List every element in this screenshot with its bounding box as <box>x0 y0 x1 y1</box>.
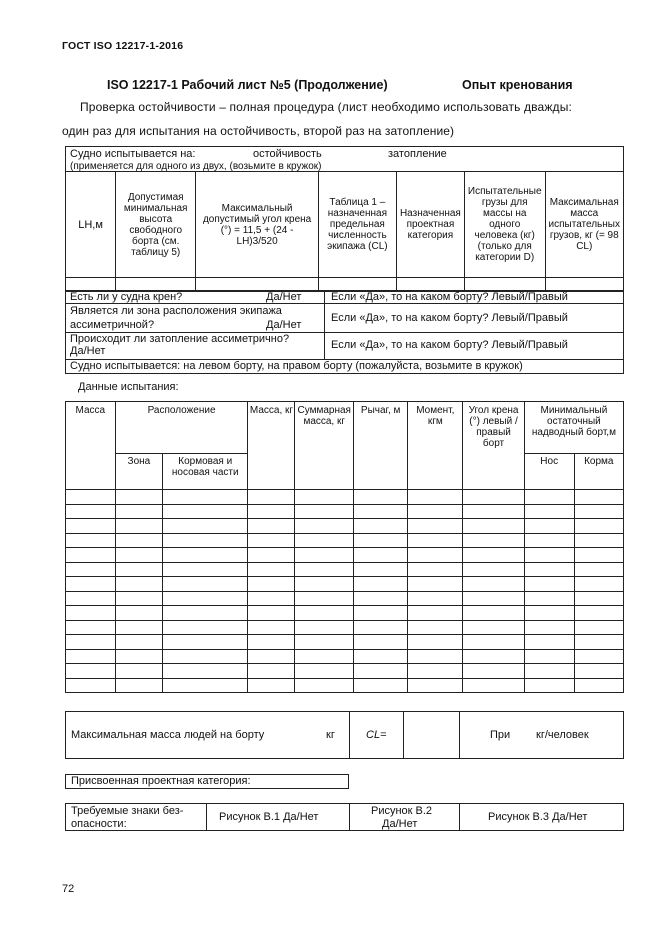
header-min-freeboard: Допустимая минимальная высота свободного борта (см. таблицу 5) <box>116 172 196 278</box>
col-bow-stern: Кормовая и носовая части <box>163 454 248 490</box>
table-cell[interactable] <box>524 591 574 606</box>
table-cell[interactable] <box>408 591 463 606</box>
table-cell[interactable] <box>353 562 407 577</box>
header-crew-limit: Таблица 1 – назначенная предельная численность экипажа (CL) <box>318 172 396 278</box>
table-cell[interactable] <box>463 577 525 592</box>
table-row <box>66 606 624 621</box>
table-cell[interactable] <box>353 504 407 519</box>
table-cell[interactable] <box>248 519 295 534</box>
table-cell[interactable] <box>524 548 574 563</box>
table-cell[interactable] <box>115 548 162 563</box>
table-cell[interactable] <box>66 606 116 621</box>
col-zone: Зона <box>115 454 162 490</box>
table-cell[interactable] <box>115 635 162 650</box>
table-row <box>66 519 624 534</box>
col-mass: Масса <box>66 402 116 490</box>
table-cell[interactable] <box>115 504 162 519</box>
table-row <box>66 533 624 548</box>
table-cell[interactable] <box>353 577 407 592</box>
header-max-heel: Максимальный допустимый угол крена (°) = 11,5 + (24 - LH)3/520 <box>196 172 319 278</box>
question-heel: Есть ли у судна крен? <box>70 291 183 303</box>
table-cell[interactable] <box>248 678 295 693</box>
table-cell[interactable] <box>353 678 407 693</box>
table-cell[interactable] <box>408 649 463 664</box>
table-cell[interactable] <box>66 519 116 534</box>
table-cell[interactable] <box>408 490 463 505</box>
table-cell[interactable] <box>295 664 353 679</box>
table-cell[interactable] <box>524 678 574 693</box>
worksheet-title: ISO 12217-1 Рабочий лист №5 (Продолжение) <box>107 78 388 92</box>
table-cell[interactable] <box>163 678 248 693</box>
table-cell[interactable] <box>295 519 353 534</box>
table-cell[interactable] <box>163 577 248 592</box>
table-cell[interactable] <box>163 649 248 664</box>
option-flooding[interactable]: затопление <box>388 148 447 160</box>
option-stability[interactable]: остойчивость <box>253 148 322 160</box>
table-cell[interactable] <box>463 664 525 679</box>
table-cell[interactable] <box>463 490 525 505</box>
table-cell[interactable] <box>524 562 574 577</box>
table-cell[interactable] <box>353 548 407 563</box>
table-cell[interactable] <box>524 490 574 505</box>
table-cell[interactable] <box>408 504 463 519</box>
safety-sign-b3[interactable]: Рисунок В.3 Да/Нет <box>488 811 588 823</box>
table-cell[interactable] <box>463 591 525 606</box>
table-cell[interactable] <box>408 577 463 592</box>
table-cell[interactable] <box>66 664 116 679</box>
table-cell[interactable] <box>163 635 248 650</box>
header-max-test-mass: Максимальная масса испытательных грузов, кг (= 98 CL) <box>545 172 623 278</box>
table-cell[interactable] <box>524 533 574 548</box>
table-cell[interactable] <box>295 548 353 563</box>
vessel-tested-note: (применяется для одного из двух, (возьмите в кружок) <box>70 161 322 172</box>
table-cell[interactable] <box>295 591 353 606</box>
question-tested-side[interactable]: Судно испытывается: на левом борту, на правом борту (пожалуйста, возьмите в кружок) <box>70 360 523 372</box>
mass-per-person-at: При <box>490 729 511 741</box>
table-cell[interactable] <box>163 591 248 606</box>
safety-signs-label-b: опасности: <box>71 818 127 830</box>
table-cell[interactable] <box>163 504 248 519</box>
table-cell[interactable] <box>353 490 407 505</box>
table-cell[interactable] <box>574 577 623 592</box>
test-data-table <box>65 401 624 693</box>
table-row <box>66 490 624 505</box>
header-lh: LH,м <box>66 172 116 278</box>
table-cell[interactable] <box>408 620 463 635</box>
table-cell[interactable] <box>115 519 162 534</box>
table-cell[interactable] <box>463 548 525 563</box>
table-cell[interactable] <box>574 678 623 693</box>
table-cell[interactable] <box>295 649 353 664</box>
table-cell[interactable] <box>295 504 353 519</box>
table-cell[interactable] <box>408 678 463 693</box>
table-cell[interactable] <box>115 606 162 621</box>
table-cell[interactable] <box>574 664 623 679</box>
table-cell[interactable] <box>353 620 407 635</box>
table-cell[interactable] <box>248 577 295 592</box>
table-cell[interactable] <box>248 504 295 519</box>
table-cell[interactable] <box>295 533 353 548</box>
question-flooding-a: Происходит ли затопление ассиметрично? <box>70 333 290 345</box>
table-cell[interactable] <box>524 664 574 679</box>
table-cell[interactable] <box>353 533 407 548</box>
table-cell[interactable] <box>353 519 407 534</box>
crew-limit-label: CL= <box>366 729 387 741</box>
table-cell[interactable] <box>463 533 525 548</box>
col-moment: Момент, кгм <box>408 402 463 490</box>
table-cell[interactable] <box>463 562 525 577</box>
table-cell[interactable] <box>66 649 116 664</box>
table-row <box>66 620 624 635</box>
question-flooding-side[interactable]: Если «Да», то на каком борту? Левый/Правый <box>331 339 568 351</box>
table-cell[interactable] <box>248 490 295 505</box>
col-heel: Угол крена (°) левый /правый борт <box>463 402 525 490</box>
table-cell[interactable] <box>295 620 353 635</box>
table-cell[interactable] <box>463 678 525 693</box>
table-cell[interactable] <box>248 664 295 679</box>
table-cell[interactable] <box>248 620 295 635</box>
table-row <box>66 664 624 679</box>
table-cell[interactable] <box>353 591 407 606</box>
table-row <box>66 562 624 577</box>
table-cell[interactable] <box>574 649 623 664</box>
table-row <box>66 504 624 519</box>
question-heel-side[interactable]: Если «Да», то на каком борту? Левый/Правый <box>331 291 568 303</box>
table-cell[interactable] <box>408 519 463 534</box>
col-arm: Рычаг, м <box>353 402 407 490</box>
table-cell[interactable] <box>295 577 353 592</box>
table-cell[interactable] <box>408 606 463 621</box>
table-cell[interactable] <box>66 635 116 650</box>
intro-line-2: один раз для испытания на остойчивость, второй раз на затопление) <box>62 124 455 138</box>
table-cell[interactable] <box>163 490 248 505</box>
table-cell[interactable] <box>248 548 295 563</box>
table-cell[interactable] <box>574 490 623 505</box>
table-cell[interactable] <box>524 620 574 635</box>
table-cell[interactable] <box>295 635 353 650</box>
table-cell[interactable] <box>115 620 162 635</box>
table-cell[interactable] <box>295 678 353 693</box>
table-cell[interactable] <box>248 606 295 621</box>
question-crew-zone-side[interactable]: Если «Да», то на каком борту? Левый/Правый <box>331 312 568 324</box>
table-cell[interactable] <box>248 591 295 606</box>
question-crew-zone-b: ассиметричной? <box>70 319 155 331</box>
table-cell[interactable] <box>574 606 623 621</box>
table-cell[interactable] <box>353 635 407 650</box>
table-cell[interactable] <box>574 620 623 635</box>
table-cell[interactable] <box>463 504 525 519</box>
table-cell[interactable] <box>574 562 623 577</box>
table-cell[interactable] <box>574 519 623 534</box>
table-cell[interactable] <box>574 591 623 606</box>
table-cell[interactable] <box>408 562 463 577</box>
max-people-unit: кг <box>326 729 335 741</box>
question-flooding-yesno[interactable]: Да/Нет <box>70 345 106 357</box>
mass-per-person-unit: кг/человек <box>536 729 589 741</box>
worksheet-subject: Опыт кренования <box>462 78 573 92</box>
table-row <box>66 635 624 650</box>
safety-sign-b1[interactable]: Рисунок В.1 Да/Нет <box>219 811 319 823</box>
table-cell[interactable] <box>408 548 463 563</box>
table-cell[interactable] <box>295 490 353 505</box>
max-people-label: Максимальная масса людей на борту <box>71 729 265 741</box>
page-number: 72 <box>62 883 75 895</box>
table-cell[interactable] <box>463 606 525 621</box>
table-cell[interactable] <box>574 533 623 548</box>
question-heel-yesno[interactable]: Да/Нет <box>266 291 302 303</box>
intro-line-1: Проверка остойчивости – полная процедура (лист необходимо использовать дважды: <box>80 100 572 114</box>
col-min-freeboard: Минимальный остаточный надводный борт,м <box>524 402 623 454</box>
table-cell[interactable] <box>163 664 248 679</box>
test-data-label: Данные испытания: <box>78 381 179 393</box>
table-cell[interactable] <box>295 606 353 621</box>
table-cell[interactable] <box>463 649 525 664</box>
table-cell[interactable] <box>524 504 574 519</box>
table-cell[interactable] <box>248 562 295 577</box>
table-cell[interactable] <box>248 635 295 650</box>
table-row <box>66 678 624 693</box>
table-cell[interactable] <box>163 620 248 635</box>
table-cell[interactable] <box>115 490 162 505</box>
table-cell[interactable] <box>524 635 574 650</box>
col-sum-mass: Суммарная масса, кг <box>295 402 353 490</box>
table-cell[interactable] <box>408 635 463 650</box>
table-cell[interactable] <box>574 504 623 519</box>
table-cell[interactable] <box>115 678 162 693</box>
table-cell[interactable] <box>408 664 463 679</box>
table-cell[interactable] <box>115 562 162 577</box>
document-standard: ГОСТ ISO 12217-1-2016 <box>62 40 184 52</box>
table-cell[interactable] <box>463 620 525 635</box>
col-mass-kg: Масса, кг <box>248 402 295 490</box>
table-cell[interactable] <box>66 577 116 592</box>
safety-sign-b2b[interactable]: Да/Нет <box>382 818 418 830</box>
col-bow: Нос <box>524 454 574 490</box>
safety-sign-b2a[interactable]: Рисунок В.2 <box>371 805 433 817</box>
table-cell[interactable] <box>66 504 116 519</box>
table-cell[interactable] <box>115 577 162 592</box>
table-cell[interactable] <box>115 591 162 606</box>
table-cell[interactable] <box>163 562 248 577</box>
table-cell[interactable] <box>248 533 295 548</box>
table-cell[interactable] <box>295 562 353 577</box>
table-cell[interactable] <box>353 664 407 679</box>
vessel-tested-label: Судно испытывается на: <box>70 148 196 160</box>
safety-signs-label-a: Требуемые знаки без- <box>71 805 184 817</box>
table-cell[interactable] <box>524 606 574 621</box>
question-crew-zone-yesno[interactable]: Да/Нет <box>266 319 302 331</box>
table-cell[interactable] <box>163 548 248 563</box>
table-cell[interactable] <box>163 519 248 534</box>
table-cell[interactable] <box>66 533 116 548</box>
table-row <box>66 649 624 664</box>
table-row <box>66 591 624 606</box>
table-cell[interactable] <box>524 577 574 592</box>
table-cell[interactable] <box>524 519 574 534</box>
table-cell[interactable] <box>115 533 162 548</box>
table-cell[interactable] <box>66 591 116 606</box>
table-cell[interactable] <box>353 649 407 664</box>
table-cell[interactable] <box>115 664 162 679</box>
table-cell[interactable] <box>163 533 248 548</box>
table-cell[interactable] <box>463 519 525 534</box>
table-row <box>66 577 624 592</box>
col-stern: Корма <box>574 454 623 490</box>
table-cell[interactable] <box>66 490 116 505</box>
table-cell[interactable] <box>66 548 116 563</box>
col-location: Расположение <box>115 402 248 454</box>
table-cell[interactable] <box>248 649 295 664</box>
table-cell[interactable] <box>463 635 525 650</box>
table-cell[interactable] <box>574 635 623 650</box>
header-design-category: Назначенная проектная категория <box>396 172 464 278</box>
question-crew-zone-a: Является ли зона расположения экипажа <box>70 305 282 317</box>
table-cell[interactable] <box>163 606 248 621</box>
parameters-table <box>65 171 624 292</box>
table-cell[interactable] <box>408 533 463 548</box>
table-row <box>66 548 624 563</box>
table-cell[interactable] <box>115 649 162 664</box>
table-cell[interactable] <box>524 649 574 664</box>
header-test-weights: Испытательные грузы для массы на одного человека (кг) (только для категории D) <box>464 172 545 278</box>
table-cell[interactable] <box>353 606 407 621</box>
table-cell[interactable] <box>66 678 116 693</box>
assigned-category-label: Присвоенная проектная категория: <box>71 775 251 787</box>
table-cell[interactable] <box>66 562 116 577</box>
table-cell[interactable] <box>574 548 623 563</box>
table-cell[interactable] <box>66 620 116 635</box>
